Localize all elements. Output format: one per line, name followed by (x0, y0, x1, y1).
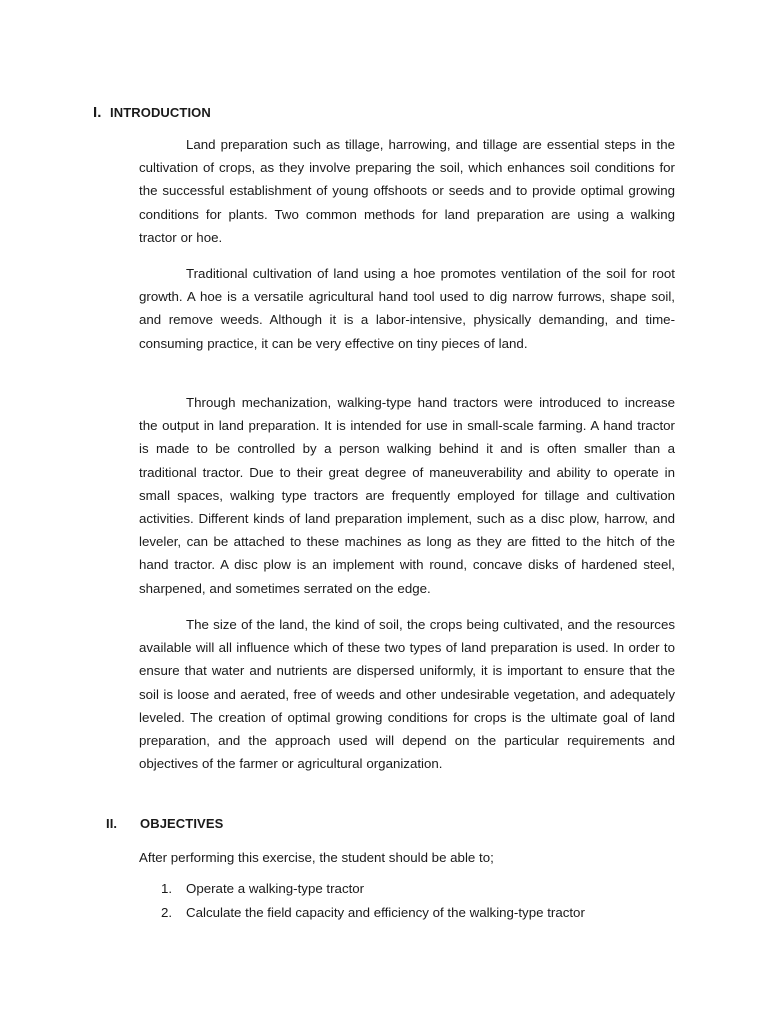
list-item (139, 877, 699, 901)
list-item (139, 901, 699, 925)
section-heading-objectives (106, 816, 406, 834)
section-title: OBJECTIVES (140, 816, 224, 831)
objectives-lead-text: After performing this exercise, the student should be able to; (139, 850, 494, 865)
list-item-text: Operate a walking-type tractor (186, 881, 365, 896)
section-title: INTRODUCTION (110, 105, 211, 120)
section-heading-introduction (93, 105, 393, 123)
list-item-text: Calculate the field capacity and efficiency of the walking-type tractor (186, 904, 585, 920)
intro-paragraph: Traditional cultivation of land using a hoe promotes ventilation of the soil for root growth. A hoe is a versatile agricultural hand tool used to dig narrow furrows, shape soil, and remove weeds. Although it is a labor-intensive, physically demanding, and time-consuming practice, it can be very effective on tiny pieces of land. (139, 266, 675, 351)
list-number: 1. (161, 881, 173, 896)
objectives-list (139, 877, 699, 924)
intro-paragraph: Land preparation such as tillage, harrowing, and tillage are essential steps in the cultivation of crops, as they involve preparing the soil, which enhances soil conditions for the successful establishment of young offshoots or seeds and to provide optimal growing conditions for plants. Two common methods for land preparation are using a walking tractor or hoe. (139, 137, 675, 245)
section-number: I. (93, 104, 102, 121)
list-number: 2. (161, 904, 173, 920)
intro-paragraph: Through mechanization, walking-type hand tractors were introduced to increase the output in land preparation. It is intended for use in small-scale farming. A hand tractor is made to be controlled by a person walking behind it and is often smaller than a traditional tractor. Due to their great degree of maneuverability and ability to operate in small spaces, walking type tractors are frequently employed for tillage and cultivation activities. Different kinds of land preparation implement, such as a disc plow, harrow, and leveler, can be attached to these machines as long as they are fitted to the hitch of the hand tractor. A disc plow is an implement with round, concave disks of hardened steel, sharpened, and sometimes serrated on the edge. (139, 395, 675, 596)
intro-paragraph: The size of the land, the kind of soil, the crops being cultivated, and the resources available will all influence which of these two types of land preparation is used. In order to ensure that water and nutrients are dispersed uniformly, it is important to ensure that the soil is loose and aerated, free of weeds and other undesirable vegetation, and adequately leveled. The creation of optimal growing conditions for crops is the ultimate goal of land preparation, and the approach used will depend on the particular requirements and objectives of the farmer or agricultural organization. (139, 617, 675, 772)
section-number: II. (106, 816, 118, 831)
